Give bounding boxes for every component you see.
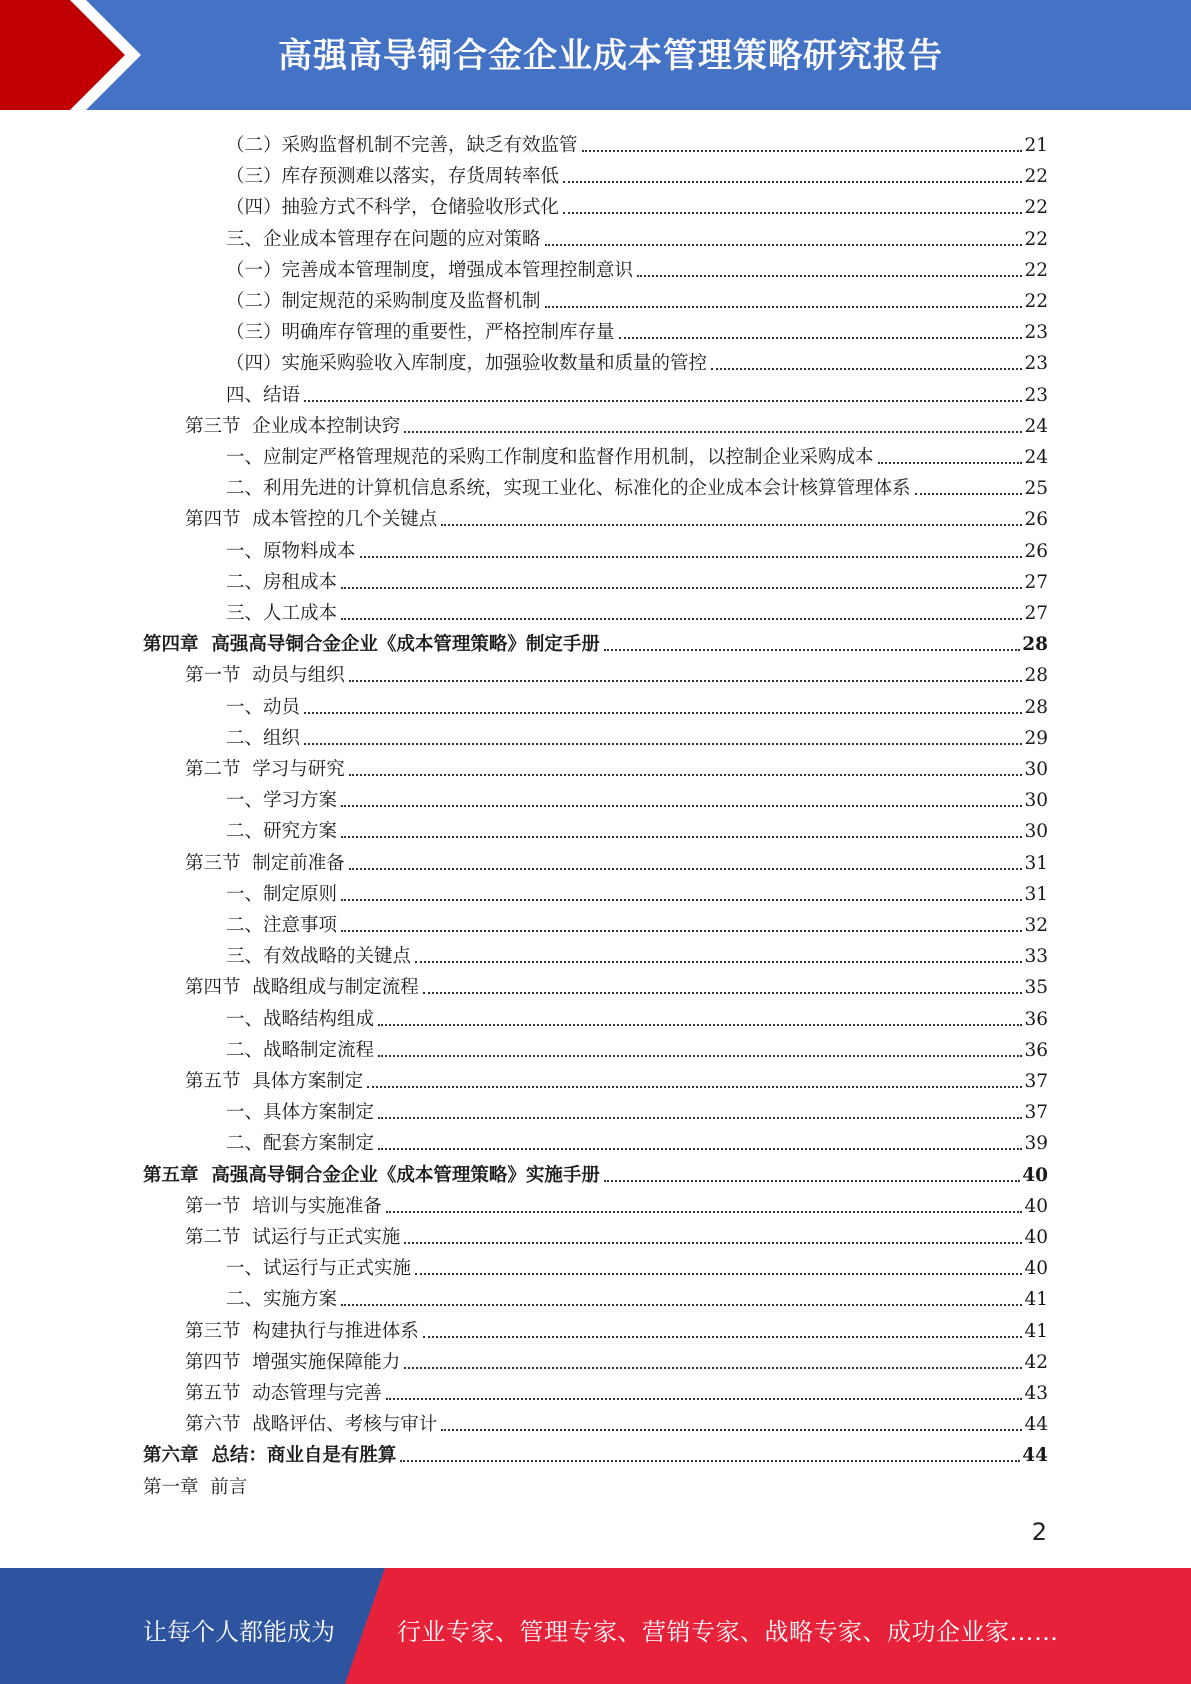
toc-entry-title: 第五节 具体方案制定	[185, 1071, 364, 1092]
toc-leader-dots	[341, 930, 1022, 932]
toc-entry	[185, 1064, 1048, 1094]
toc-leader-dots	[360, 556, 1023, 558]
toc-leader-dots	[545, 244, 1023, 246]
toc-entry-title: 第二节 学习与研究	[185, 759, 345, 780]
toc-entry	[226, 1251, 1048, 1281]
toc-entry-page: 22	[1024, 197, 1048, 219]
document-title: 高强高导铜合金企业成本管理策略研究报告	[278, 36, 943, 76]
toc-entry	[226, 346, 1048, 376]
toc-entry-page: 28	[1024, 696, 1048, 718]
toc-entry-page: 36	[1024, 1008, 1048, 1030]
toc-leader-dots	[367, 1086, 1022, 1088]
toc-entry-title: 二、战略制定流程	[226, 1039, 375, 1061]
toc-leader-dots	[341, 805, 1022, 807]
toc-entry-title: 三、企业成本管理存在问题的应对策略	[226, 228, 541, 250]
toc-entry-title: 第四节 成本管控的几个关键点	[185, 509, 438, 531]
toc-entry-page: 39	[1024, 1133, 1048, 1155]
toc-entry-title: 二、配套方案制定	[226, 1133, 375, 1155]
toc-entry-title: 第一节 动员与组织	[185, 665, 345, 687]
toc-entry-title: 一、试运行与正式实施	[226, 1258, 412, 1280]
toc-leader-dots	[878, 462, 1023, 464]
toc-entry-title: （四）实施采购验收入库制度，加强验收数量和质量的管控	[226, 353, 708, 375]
toc-entry	[226, 565, 1048, 595]
toc-entry-page: 41	[1024, 1320, 1048, 1342]
toc-entry-page: 21	[1024, 135, 1048, 156]
toc-entry-title: 四、结语	[226, 384, 301, 406]
toc-entry-page: 27	[1024, 603, 1048, 624]
toc-entry	[226, 908, 1048, 938]
toc-leader-dots	[386, 1211, 1023, 1213]
toc-entry-title: （二）采购监督机制不完善，缺乏有效监管	[226, 135, 578, 156]
toc-entry	[185, 1314, 1048, 1344]
toc-leader-dots	[423, 992, 1023, 994]
toc-entry-title: 第六节 战略评估、考核与审计	[185, 1414, 438, 1436]
toc-entry-title: 第四章 高强高导铜合金企业《成本管理策略》制定手册	[143, 634, 600, 656]
toc-entry	[226, 190, 1048, 220]
toc-entry	[143, 1470, 1048, 1500]
toc-entry	[143, 627, 1048, 657]
toc-entry-title: 第六章 总结：商业自是有胜算	[143, 1445, 397, 1467]
page-footer	[0, 1568, 1191, 1684]
toc-entry-title: 三、人工成本	[226, 603, 338, 624]
toc-entry	[226, 939, 1048, 969]
page-header	[0, 0, 1191, 110]
toc-entry-page: 23	[1024, 322, 1048, 344]
toc-entry	[226, 315, 1048, 345]
toc-entry-page: 22	[1024, 228, 1048, 250]
toc-leader-dots	[378, 1055, 1022, 1057]
toc-entry	[226, 471, 1048, 501]
toc-entry-title: 第三节 企业成本控制诀窍	[185, 415, 401, 437]
toc-entry	[143, 1158, 1048, 1188]
toc-entry-title: （一）完善成本管理制度，增强成本管理控制意识	[226, 259, 634, 281]
toc-entry-page: 35	[1024, 977, 1048, 999]
toc-entry	[185, 846, 1048, 876]
toc-entry-title: 一、应制定严格管理规范的采购工作制度和监督作用机制，以控制企业采购成本	[226, 447, 874, 468]
toc-leader-dots	[545, 306, 1023, 308]
toc-leader-dots	[304, 400, 1022, 402]
toc-entry-page: 27	[1024, 571, 1048, 593]
toc-entry-page: 41	[1024, 1289, 1048, 1311]
toc-leader-dots	[386, 1398, 1023, 1400]
toc-entry-page: 22	[1024, 259, 1048, 281]
toc-leader-dots	[341, 1304, 1022, 1306]
toc-entry-title: 一、原物料成本	[226, 540, 356, 562]
toc-entry	[143, 1438, 1048, 1468]
toc-entry-title: 第三节 构建执行与推进体系	[185, 1320, 419, 1342]
toc-entry-page: 22	[1024, 291, 1048, 312]
toc-entry	[226, 1095, 1048, 1125]
toc-entry	[185, 502, 1048, 532]
toc-entry-title: 第一节 培训与实施准备	[185, 1195, 382, 1217]
toc-entry-title: 一、制定原则	[226, 883, 338, 905]
toc-entry-page: 30	[1024, 790, 1048, 812]
toc-entry	[226, 1033, 1048, 1063]
toc-leader-dots	[341, 618, 1022, 620]
toc-entry-page: 30	[1024, 759, 1048, 780]
toc-entry-title: 二、注意事项	[226, 915, 338, 936]
toc-leader-dots	[563, 212, 1022, 214]
toc-entry-title: （四）抽验方式不科学，仓储验收形式化	[226, 197, 560, 219]
toc-entry-title: 二、利用先进的计算机信息系统，实现工业化、标准化的企业成本会计核算管理体系	[226, 478, 911, 500]
toc-entry	[185, 1220, 1048, 1250]
toc-leader-dots	[378, 1148, 1022, 1150]
toc-entry	[226, 159, 1048, 189]
toc-entry-title: 二、研究方案	[226, 821, 338, 843]
toc-entry-page: 29	[1024, 727, 1048, 749]
toc-entry-title: 第一章 前言	[143, 1476, 248, 1498]
toc-entry	[226, 1282, 1048, 1312]
toc-leader-dots	[304, 743, 1022, 745]
toc-leader-dots	[915, 493, 1023, 495]
toc-leader-dots	[341, 587, 1022, 589]
toc-entry	[226, 534, 1048, 564]
toc-entry	[185, 658, 1048, 688]
toc-entry-title: 第四节 战略组成与制定流程	[185, 977, 419, 999]
toc-entry-title: 第四节 增强实施保障能力	[185, 1351, 401, 1373]
page-number: 2	[1031, 1518, 1047, 1546]
toc-entry-page: 33	[1024, 946, 1048, 968]
toc-leader-dots	[415, 961, 1022, 963]
toc-entry-title: 二、实施方案	[226, 1289, 338, 1311]
toc-entry-page: 31	[1024, 883, 1048, 905]
toc-entry-page: 22	[1024, 166, 1048, 188]
toc-entry	[226, 1126, 1048, 1156]
toc-entry-page: 25	[1024, 478, 1048, 500]
toc-entry-title: （三）明确库存管理的重要性，严格控制库存量	[226, 322, 615, 344]
toc-leader-dots	[341, 899, 1022, 901]
toc-entry	[226, 783, 1048, 813]
toc-leader-dots	[400, 1460, 1020, 1462]
toc-leader-dots	[378, 1024, 1022, 1026]
toc-leader-dots	[604, 1180, 1020, 1182]
toc-entry-page: 40	[1022, 1164, 1048, 1186]
toc-entry	[185, 752, 1048, 782]
toc-entry-page: 28	[1022, 634, 1048, 656]
toc-entry-title: （二）制定规范的采购制度及监督机制	[226, 291, 541, 312]
toc-leader-dots	[304, 712, 1022, 714]
toc-leader-dots	[349, 680, 1023, 682]
toc-entry	[185, 1189, 1048, 1219]
toc-entry-page: 40	[1024, 1258, 1048, 1280]
toc-leader-dots	[604, 649, 1020, 651]
footer-slogan-right: 行业专家、管理专家、营销专家、战略专家、成功企业家……	[397, 1618, 1059, 1646]
toc-entry-page: 26	[1024, 509, 1048, 531]
toc-entry-page: 40	[1024, 1195, 1048, 1217]
toc-leader-dots	[404, 1242, 1022, 1244]
toc-entry	[226, 128, 1048, 158]
toc-entry	[185, 970, 1048, 1000]
toc-leader-dots	[423, 1336, 1023, 1338]
toc-entry-title: 一、学习方案	[226, 790, 338, 812]
toc-leader-dots	[349, 868, 1023, 870]
toc-entry-page: 42	[1024, 1351, 1048, 1373]
toc-entry-title: 二、组织	[226, 727, 301, 749]
toc-entry-page: 37	[1024, 1071, 1048, 1092]
toc-entry	[226, 378, 1048, 408]
toc-leader-dots	[378, 1117, 1022, 1119]
toc-entry-title: 第二节 试运行与正式实施	[185, 1227, 401, 1248]
toc-entry-title: 一、战略结构组成	[226, 1008, 375, 1030]
toc-entry-title: 一、动员	[226, 696, 301, 718]
toc-entry	[226, 253, 1048, 283]
toc-entry-page: 40	[1024, 1227, 1048, 1248]
toc-entry-page: 37	[1024, 1102, 1048, 1124]
toc-entry	[226, 814, 1048, 844]
toc-entry-page: 23	[1024, 353, 1048, 375]
toc-entry-page: 28	[1024, 665, 1048, 687]
toc-entry-title: 二、房租成本	[226, 571, 338, 593]
toc-entry	[226, 1002, 1048, 1032]
toc-entry-title: 一、具体方案制定	[226, 1102, 375, 1124]
toc-entry-title: 第五章 高强高导铜合金企业《成本管理策略》实施手册	[143, 1164, 600, 1186]
toc-entry-page: 36	[1024, 1039, 1048, 1061]
toc-leader-dots	[441, 524, 1022, 526]
toc-entry	[185, 409, 1048, 439]
toc-entry-page: 30	[1024, 821, 1048, 843]
toc-entry	[185, 1407, 1048, 1437]
header-arrow-icon	[0, 0, 160, 110]
toc-leader-dots	[404, 431, 1022, 433]
toc-entry	[226, 596, 1048, 626]
toc-leader-dots	[341, 836, 1022, 838]
toc-leader-dots	[711, 368, 1022, 370]
toc-entry-page: 31	[1024, 852, 1048, 874]
toc-entry	[226, 877, 1048, 907]
toc-entry-page: 32	[1024, 915, 1048, 936]
toc-entry-title: （三）库存预测难以落实，存货周转率低	[226, 166, 560, 188]
toc-entry	[226, 690, 1048, 720]
toc-entry-page: 23	[1024, 384, 1048, 406]
toc-entry	[226, 721, 1048, 751]
toc-leader-dots	[619, 337, 1023, 339]
toc-entry-title: 第三节 制定前准备	[185, 852, 345, 874]
toc-entry-page: 43	[1024, 1383, 1048, 1404]
toc-entry-title: 三、有效战略的关键点	[226, 946, 412, 968]
toc-entry	[185, 1376, 1048, 1406]
toc-leader-dots	[404, 1367, 1022, 1369]
toc-entry-page: 44	[1022, 1445, 1048, 1467]
toc-entry	[185, 1345, 1048, 1375]
toc-leader-dots	[415, 1273, 1022, 1275]
toc-entry	[226, 284, 1048, 314]
toc-entry	[226, 222, 1048, 252]
toc-leader-dots	[637, 275, 1022, 277]
toc-entry-page: 44	[1024, 1414, 1048, 1436]
toc-entry	[226, 440, 1048, 470]
toc-entry-page: 26	[1024, 540, 1048, 562]
footer-slogan-left: 让每个人都能成为	[143, 1618, 335, 1646]
toc-entry-page: 24	[1024, 415, 1048, 437]
toc-leader-dots	[563, 181, 1022, 183]
toc-leader-dots	[441, 1429, 1022, 1431]
toc-entry-title: 第五节 动态管理与完善	[185, 1383, 382, 1404]
toc-entry-page: 24	[1024, 447, 1048, 468]
toc-leader-dots	[349, 774, 1023, 776]
toc-leader-dots	[582, 150, 1023, 152]
